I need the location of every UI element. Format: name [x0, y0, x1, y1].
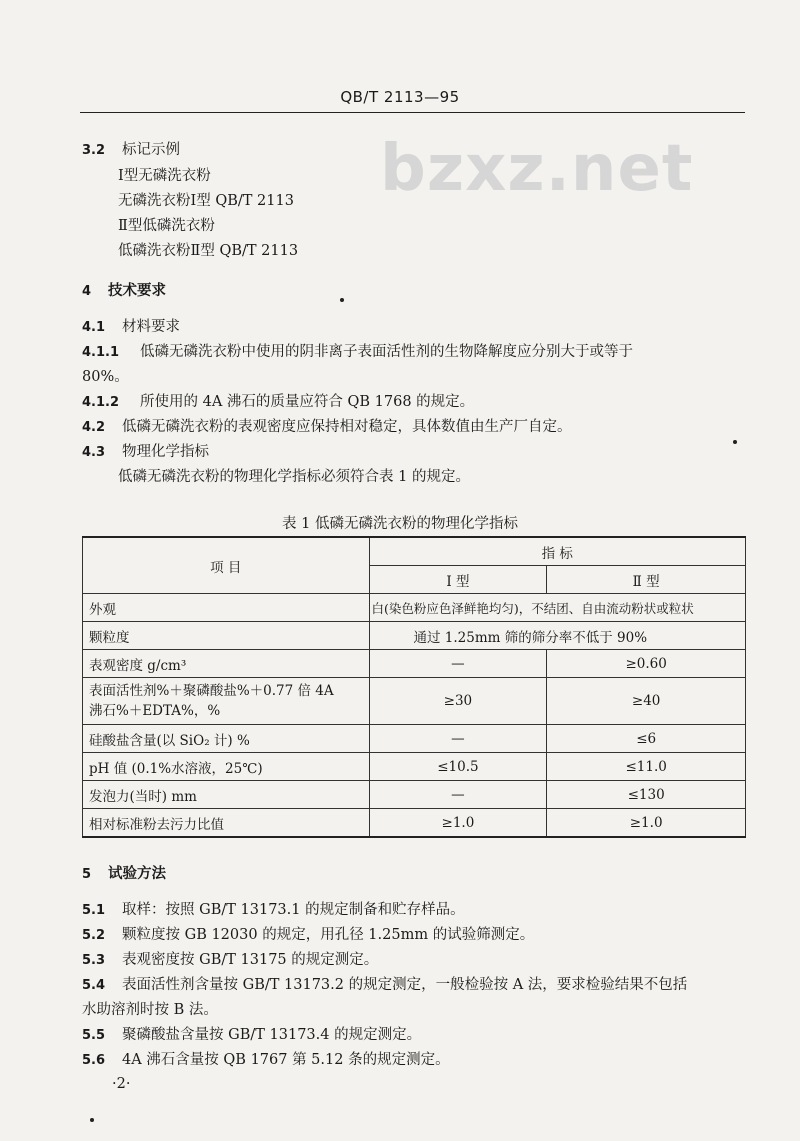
row-item: pH 值 (0.1%水溶液，25℃) [83, 753, 370, 781]
table-row [83, 594, 746, 622]
clause-text: 低磷无磷洗衣粉的表观密度应保持相对稳定，具体数值由生产厂自定。 [122, 419, 572, 435]
row-merged-value: 通过 1.25mm 筛的筛分率不低于 90% [369, 622, 745, 650]
clause-continuation: 80%。 [82, 369, 129, 385]
section-title: 试验方法 [108, 866, 166, 882]
table-caption: 表 1 低磷无磷洗衣粉的物理化学指标 [282, 516, 518, 532]
section-number: 4 [82, 284, 92, 299]
marking-example-line: Ⅱ型低磷洗衣粉 [118, 218, 215, 234]
spec-table [82, 536, 746, 838]
watermark: bzxz.net [380, 132, 694, 206]
row-value-type-2: ≥1.0 [547, 809, 746, 838]
row-value-type-2: ≤11.0 [547, 753, 746, 781]
row-value-type-2: ≥40 [547, 678, 746, 725]
clause-text: 取样：按照 GB/T 13173.1 的规定制备和贮存样品。 [122, 902, 465, 918]
row-item: 硅酸盐含量(以 SiO₂ 计) % [83, 725, 370, 753]
clause-text: 物理化学指标 [122, 444, 209, 460]
clause-number: 5.4 [82, 978, 106, 993]
row-item: 发泡力(当时) mm [83, 781, 370, 809]
clause-text: 表观密度按 GB/T 13175 的规定测定。 [122, 952, 379, 968]
clause-4-3 [82, 440, 209, 461]
clause-continuation: 水助溶剂时按 B 法。 [82, 1002, 218, 1018]
clause-text: 低磷无磷洗衣粉中使用的阴非离子表面活性剂的生物降解度应分别大于或等于 [140, 344, 633, 360]
clause-5-4 [82, 973, 687, 994]
clause-5-6 [82, 1048, 450, 1069]
clause-5-1 [82, 898, 465, 919]
row-value-type-1: ≤10.5 [369, 753, 547, 781]
page-header: QB/T 2113—95 [340, 88, 460, 106]
header-rule [80, 112, 745, 113]
section-number: 3.2 [82, 143, 106, 158]
clause-text: 材料要求 [122, 319, 180, 335]
row-value-type-1: ≥1.0 [369, 809, 547, 838]
table-header-index: 指 标 [369, 537, 745, 566]
clause-number: 5.3 [82, 953, 106, 968]
section-title: 技术要求 [108, 283, 166, 299]
row-item: 外观 [83, 594, 370, 622]
row-value-type-2: ≤130 [547, 781, 746, 809]
scan-speck [340, 298, 344, 302]
clause-text: 所使用的 4A 沸石的质量应符合 QB 1768 的规定。 [140, 394, 475, 410]
row-value-type-1: — [369, 725, 547, 753]
clause-text: 表面活性剂含量按 GB/T 13173.2 的规定测定，一般检验按 A 法，要求检验结果不包括 [122, 977, 688, 993]
clause-4-1-1 [82, 340, 633, 361]
marking-example-line: 无磷洗衣粉Ⅰ型 QB/T 2113 [118, 193, 294, 209]
table-header-type-1: Ⅰ 型 [369, 566, 547, 594]
clause-number: 4.3 [82, 445, 106, 460]
page-number: ·2· [112, 1076, 131, 1092]
section-5-heading [82, 862, 166, 883]
row-item: 表观密度 g/cm³ [83, 650, 370, 678]
table-row [83, 781, 746, 809]
clause-5-2 [82, 923, 534, 944]
clause-number: 4.2 [82, 420, 106, 435]
marking-example-line: Ⅰ型无磷洗衣粉 [118, 168, 211, 184]
scan-speck [733, 440, 737, 444]
row-merged-value: 白(染色粉应色泽鲜艳均匀)，不结团、自由流动粉状或粒状 [369, 594, 745, 622]
clause-4-1-2 [82, 390, 474, 411]
row-value-type-1: ≥30 [369, 678, 547, 725]
clause-number: 4.1.1 [82, 345, 120, 360]
section-title: 标记示例 [122, 142, 180, 158]
clause-number: 5.5 [82, 1028, 106, 1043]
table-row [83, 809, 746, 838]
section-3-2-heading [82, 138, 180, 159]
table-row [83, 650, 746, 678]
table-header-item: 项 目 [83, 537, 370, 594]
clause-number: 5.2 [82, 928, 106, 943]
table-row [83, 678, 746, 725]
row-value-type-1: — [369, 781, 547, 809]
clause-5-3 [82, 948, 378, 969]
table-row [83, 622, 746, 650]
table-row [83, 725, 746, 753]
clause-text: 聚磷酸盐含量按 GB/T 13173.4 的规定测定。 [122, 1027, 422, 1043]
row-value-type-1: — [369, 650, 547, 678]
clause-number: 5.6 [82, 1053, 106, 1068]
clause-number: 4.1 [82, 320, 106, 335]
row-item [83, 678, 370, 725]
table-header-type-2: Ⅱ 型 [547, 566, 746, 594]
marking-example-line: 低磷洗衣粉Ⅱ型 QB/T 2113 [118, 243, 299, 259]
scan-speck [90, 1118, 94, 1122]
row-item-line: 表面活性剂%＋聚磷酸盐%＋0.77 倍 4A [89, 683, 334, 699]
row-item-line: 沸石%＋EDTA%，% [89, 703, 221, 719]
clause-number: 5.1 [82, 903, 106, 918]
clause-5-5 [82, 1023, 421, 1044]
row-value-type-2: ≥0.60 [547, 650, 746, 678]
section-number: 5 [82, 867, 92, 882]
clause-number: 4.1.2 [82, 395, 120, 410]
section-4-heading [82, 279, 166, 300]
row-item: 相对标准粉去污力比值 [83, 809, 370, 838]
table-row [83, 753, 746, 781]
clause-text: 颗粒度按 GB 12030 的规定，用孔径 1.25mm 的试验筛测定。 [122, 927, 535, 943]
row-item: 颗粒度 [83, 622, 370, 650]
row-value-type-2: ≤6 [547, 725, 746, 753]
clause-4-2 [82, 415, 572, 436]
clause-text: 4A 沸石含量按 QB 1767 第 5.12 条的规定测定。 [122, 1052, 450, 1068]
clause-continuation: 低磷无磷洗衣粉的物理化学指标必须符合表 1 的规定。 [118, 469, 470, 485]
clause-4-1 [82, 315, 180, 336]
